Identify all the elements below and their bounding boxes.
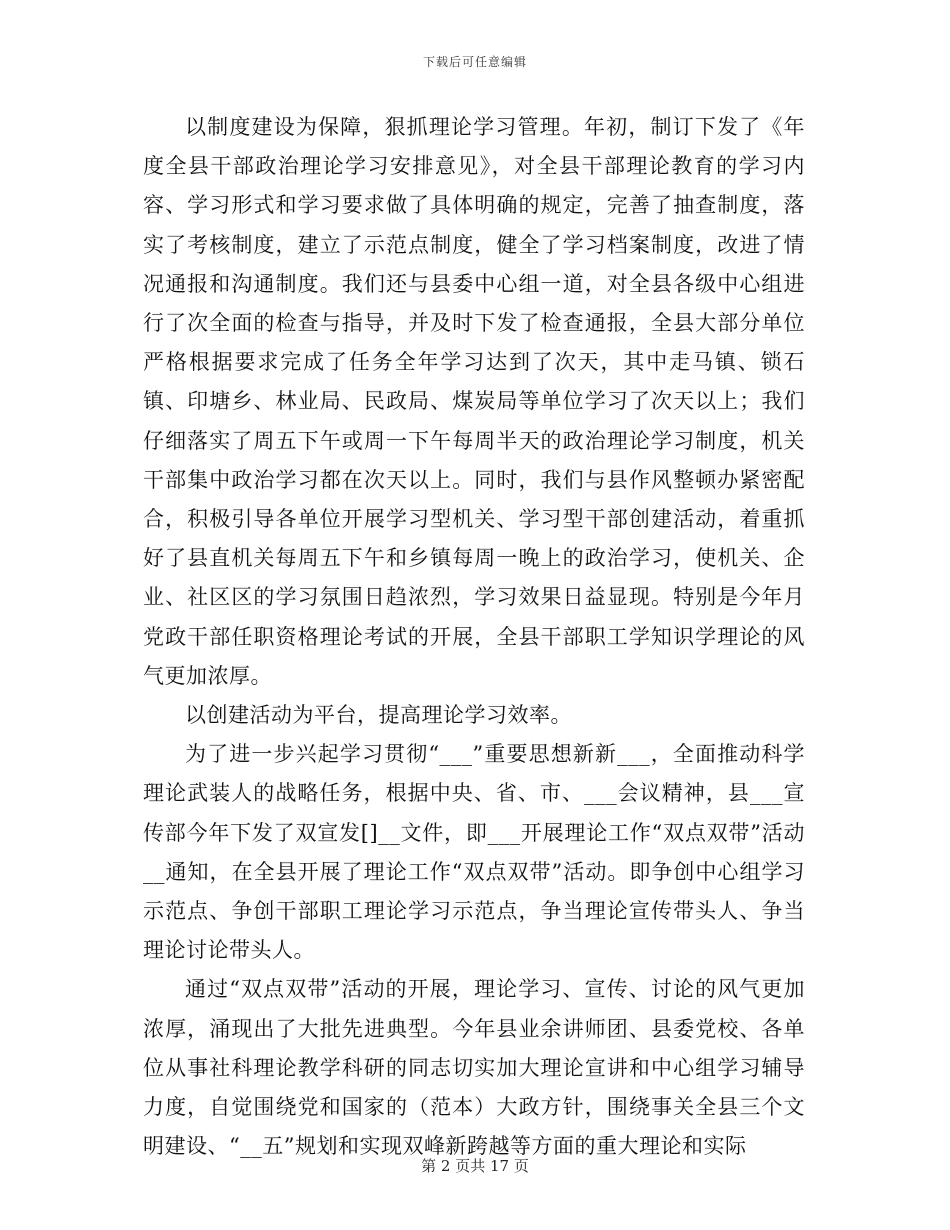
paragraph-4: 通过“双点双带”活动的开展，理论学习、宣传、讨论的风气更加浓厚，涌现出了大批先进典型。今年县业余讲师团、县委党校、各单位从事社科理论教学科研的同志切实加大理论宣讲和中心组学习辅导力度，自觉围绕党和国家的（范本）大政方针，围绕事关全县三个文明建设、“__五”规划和实现双峰新跨越等方面的重大理论和实际	[143, 977, 805, 1159]
header-note: 下载后可任意编辑	[422, 55, 527, 69]
paragraph-2: 以创建活动为平台，提高理论学习效率。	[185, 703, 572, 728]
document-body	[143, 108, 805, 1166]
paragraph-1: 以制度建设为保障，狠抓理论学习管理。年初，制订下发了《年度全县干部政治理论学习安排意见》，对全县干部理论教育的学习内容、学习形式和学习要求做了具体明确的规定，完善了抽查制度，落实了考核制度，建立了示范点制度，健全了学习档案制度，改进了情况通报和沟通制度。我们还与县委中心组一道，对全县各级中心组进行了次全面的检查与指导，并及时下发了检查通报，全县大部分单位严格根据要求完成了任务全年学习达到了次天，其中走马镇、锁石镇、印塘乡、林业局、民政局、煤炭局等单位学习了次天以上；我们仔细落实了周五下午或周一下午每周半天的政治理论学习制度，机关干部集中政治学习都在次天以上。同时，我们与县作风整顿办紧密配合，积极引导各单位开展学习型机关、学习型干部创建活动，着重抓好了县直机关每周五下午和乡镇每周一晚上的政治学习，使机关、企业、社区区的学习氛围日趋浓烈，学习效果日益显现。特别是今年月党政干部任职资格理论考试的开展，全县干部职工学知识学理论的风气更加浓厚。	[143, 115, 805, 688]
paragraph-3: 为了进一步兴起学习贯彻“___”重要思想新新___，全面推动科学理论武装人的战略任务，根据中央、省、市、___会议精神，县___宣传部今年下发了双宣发[]__文件，即___开展理论工作“双点双带”活动__通知，在全县开展了理论工作“双点双带”活动。即争创中心组学习示范点、争创干部职工理论学习示范点，争当理论宣传带头人、争当理论讨论带头人。	[143, 742, 805, 963]
page-number: 第 2 页共 17 页	[421, 1157, 529, 1175]
